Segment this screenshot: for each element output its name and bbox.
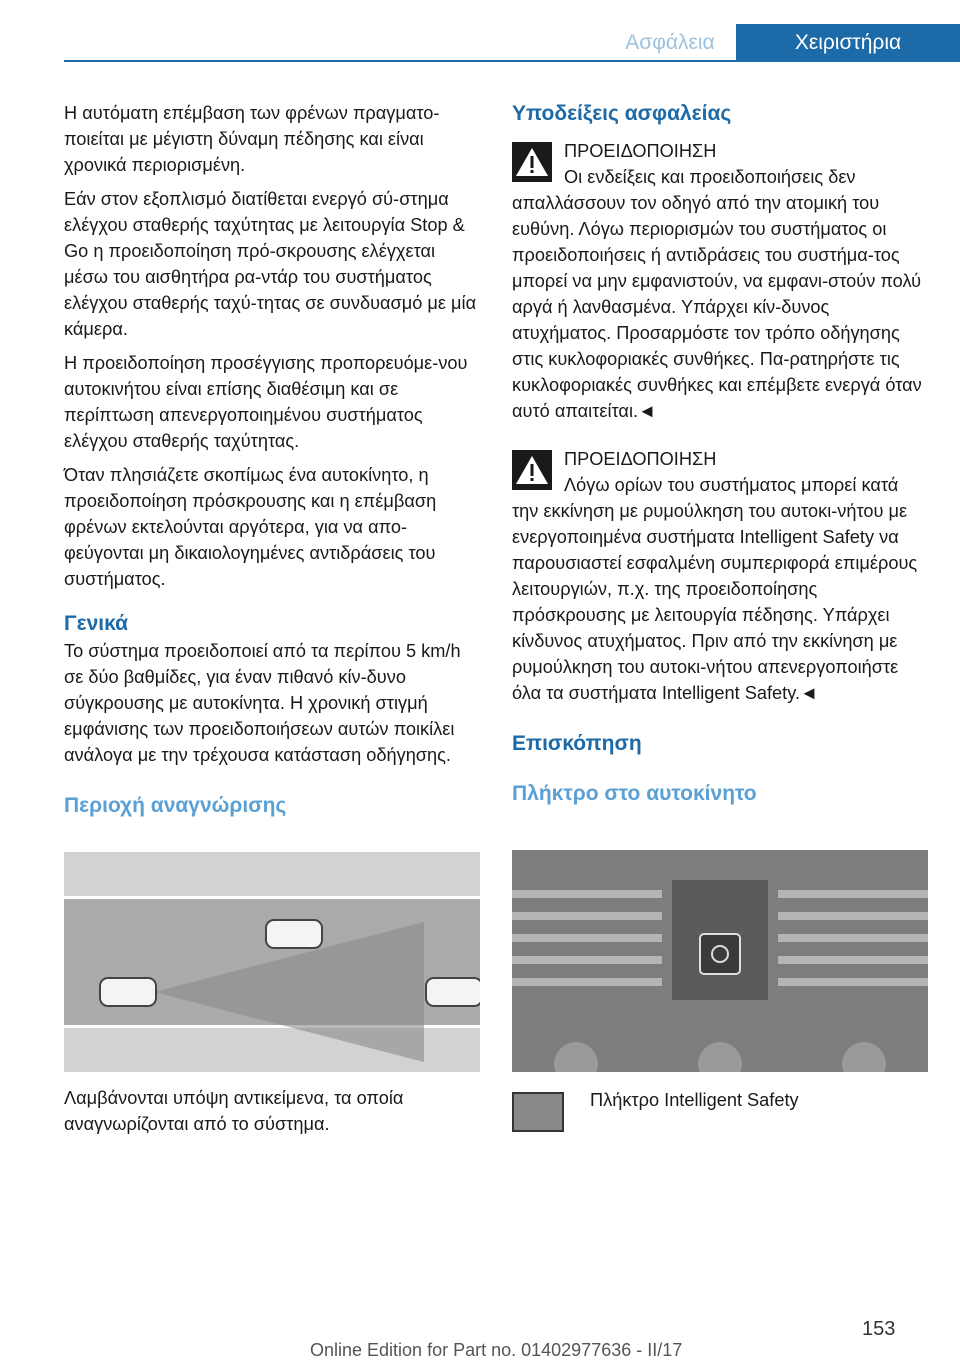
warning-text: Λόγω ορίων του συστήματος μπορεί κατά την εκκίνηση με ρυμούλκηση του αυτοκι-νήτου με ενεργοποιημένα συστήματα Intelligent Safety να παρουσιαστεί εσφαλμένη συμπεριφορά επιμέρους λειτουργιών, π.χ. της προειδοποίησης πρόσκρουσης με λειτουργία πέδησης. Υπάρχει κίνδυνος ατυχήματος. Πριν από την εκκίνηση με ρυμούλκηση του αυτοκι-νήτου απενεργοποιήστε όλα τα συστήματα Intelligent Safety.◄ [512, 475, 918, 703]
warning-icon [512, 450, 552, 490]
right-column [512, 100, 928, 808]
warning-1 [512, 138, 928, 424]
figure-caption-block [64, 1085, 484, 1145]
warning-icon [512, 142, 552, 182]
warning-text: Οι ενδείξεις και προειδοποιήσεις δεν απαλλάσσουν τον οδηγό από την ατομική του ευθύνη. Λόγω περιορισμών του συστήματος οι προειδοποιήσεις ή αντιδράσεις του συστήμα-τος μπορεί να μην εμφανιστούν, να εμφανι-στούν πολύ αργά ή λανθασμένα. Υπάρχει κίν-δυνος ατυχήματος. Προσαρμόστε τον τρόπο οδήγησης στις κυκλοφοριακές συνθήκες. Πα-ρατηρήστε τις κυκλοφοριακές συνθήκες και επέμβετε ενεργά όταν αυτό απαιτείται.◄ [512, 167, 922, 421]
heading-button-in-car: Πλήκτρο στο αυτοκίνητο [512, 782, 757, 805]
warning-label: ΠΡΟΕΙΔΟΠΟΙΗΣΗ [564, 141, 717, 161]
edition-text: Online Edition for Part no. 01402977636 - II/17 [310, 1340, 683, 1360]
header-rule [64, 60, 960, 62]
heading-overview: Επισκόπηση [512, 732, 642, 755]
left-column [64, 100, 484, 820]
tab-controls[interactable]: Χειριστήρια [736, 24, 960, 62]
paragraph: Η προειδοποίηση προσέγγισης προπορευόμε-νου αυτοκινήτου είναι επίσης διαθέσιμη και σε περίπτωση απενεργοποιημένου συστήματος ελέγχου σταθερής ταχύτητας. [64, 353, 468, 451]
tab-safety[interactable]: Ασφάλεια [625, 31, 715, 54]
warning-label: ΠΡΟΕΙΔΟΠΟΙΗΣΗ [564, 449, 717, 469]
heading-general: Γενικά [64, 612, 129, 635]
button-caption-block [590, 1087, 928, 1121]
intelligent-safety-button-photo [512, 850, 928, 1072]
paragraph: Η αυτόματη επέμβαση των φρένων πραγματο-ποιείται με μέγιστη δύναμη πέδησης και είναι χρονικά περιορισμένη. [64, 103, 440, 175]
button-caption: Πλήκτρο Intelligent Safety [590, 1090, 799, 1110]
warning-2 [512, 446, 928, 706]
detection-area-figure [64, 852, 480, 1072]
intelligent-safety-icon [512, 1092, 564, 1132]
heading-detection-area: Περιοχή αναγνώρισης [64, 794, 287, 817]
figure-caption: Λαμβάνονται υπόψη αντικείμενα, τα οποία αναγνωρίζονται από το σύστημα. [64, 1088, 404, 1134]
paragraph: Το σύστημα προειδοποιεί από τα περίπου 5 km/h σε δύο βαθμίδες, για έναν πιθανό κίν-δυνο σύγκρουσης με αυτοκίνητα. Η χρονική στιγμή εμφάνισης των προειδοποιήσεων αυτών ποικίλει ανάλογα με την τρέχουσα κατάσταση οδήγησης. [64, 641, 461, 765]
page-number: 153 [862, 1318, 896, 1340]
paragraph: Εάν στον εξοπλισμό διατίθεται ενεργό σύ-στημα ελέγχου σταθερής ταχύτητας με λειτουργία Stop & Go η προειδοποίηση πρό-σκρουσης ελέγχεται μέσω του αισθητήρα ρα-ντάρ του συστήματος ελέγχου σταθερής ταχύ-τητας σε συνδυασμό με μία κάμερα. [64, 189, 477, 339]
heading-safety-notes: Υποδείξεις ασφαλείας [512, 102, 732, 125]
paragraph: Όταν πλησιάζετε σκοπίμως ένα αυτοκίνητο, η προειδοποίηση πρόσκρουσης και η επέμβαση φρένων εκτελούνται αργότερα, για να απο-φεύγονται μη δικαιολογημένες αντιδράσεις του συστήματος. [64, 465, 437, 589]
